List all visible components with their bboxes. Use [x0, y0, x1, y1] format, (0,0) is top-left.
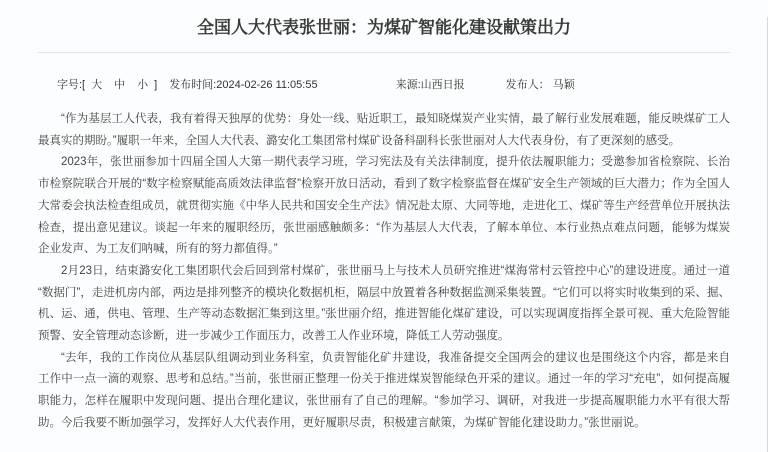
- meta-bar: [0, 77, 768, 93]
- font-size-large-button[interactable]: 大: [91, 79, 103, 91]
- article-paragraph: 2023年，张世丽参加十四届全国人大第一期代表学习班，学习宪法及有关法律制度，提升依法履职能力；受邀参加省检察院、长治市检察院联合开展的“数字检察赋能高质效法律监督”检察开放日活动，看到了数字检察监督在煤矿安全生产领域的巨大潜力；作为全国人大常委会执法检查组成员，就贯彻实施《中华人民共和国安全生产法》情况赴太原、大同等地，走进化工、煤矿等生产经营单位开展执法检查，提出意见建议。谈起一年来的履职经历，张世丽感触颇多：“作为基层人大代表，了解本单位、本行业热点难点问题，能够为煤炭企业发声、为工友们呐喊，所有的努力都值得。”: [38, 156, 730, 256]
- publisher-label: 发布人： 马颖: [505, 79, 575, 91]
- source-label: 来源:山西日报: [395, 79, 465, 91]
- font-size-label: 字号:[: [57, 79, 86, 91]
- article-page: [0, 17, 768, 452]
- page-title: 全国人大代表张世丽：为煤矿智能化建设献策出力: [197, 18, 571, 37]
- font-size-medium-button[interactable]: 中: [114, 79, 126, 91]
- title-divider: [38, 52, 730, 53]
- article-body: [38, 109, 730, 435]
- article-paragraph: “去年，我的工作岗位从基层队组调动到业务科室，负责智能化矿井建设，我准备提交全国两会的建议也是围绕这个内容，都是来自工作中一点一滴的观察、思考和总结。”当前，张世丽正整理一份关于推进煤炭智能绿色开采的建议。通过一年的学习“充电”，如何提高履职能力，怎样在履职中发现问题、提出合理化建议，张世丽有了自己的理解。“参加学习、调研，对我进一步提高履职能力水平有很大帮助。今后我要不断加强学习，发挥好人大代表作用，更好履职尽责，积极建言献策，为煤矿智能化建设助力。”张世丽说。: [38, 351, 730, 429]
- article-paragraph: 2月23日，结束潞安化工集团职代会后回到常村煤矿，张世丽马上与技术人员研究推进“煤海常村云管控中心”的建设进度。通过一道“数据门”，走进机房内部，两边是排列整齐的模块化数据机柜，隔层中放置着各种数据监测采集装置。“它们可以将实时收集到的采、掘、机、运、通，供电、管理、生产等动态数据汇集到这里。”张世丽介绍，推进智能化煤矿建设，可以实现调度指挥全景可视、重大危险智能预警、安全管理动态诊断，进一步减少工作面压力，改善工人作业环境，降低工人劳动强度。: [38, 264, 730, 343]
- article-paragraph: “作为基层工人代表，我有着得天独厚的优势：身处一线、贴近职工，最知晓煤炭产业实情，最了解行业发展难题，能反映煤矿工人最真实的期盼。”履职一年来，全国人大代表、潞安化工集团常村煤矿设备科副科长张世丽对人大代表身份，有了更深刻的感受。: [38, 113, 730, 147]
- font-size-label-close: ]: [154, 79, 158, 91]
- publish-time: 发布时间:2024-02-26 11:05:55: [169, 79, 318, 91]
- font-size-control: [57, 77, 157, 93]
- font-size-small-button[interactable]: 小: [137, 79, 149, 91]
